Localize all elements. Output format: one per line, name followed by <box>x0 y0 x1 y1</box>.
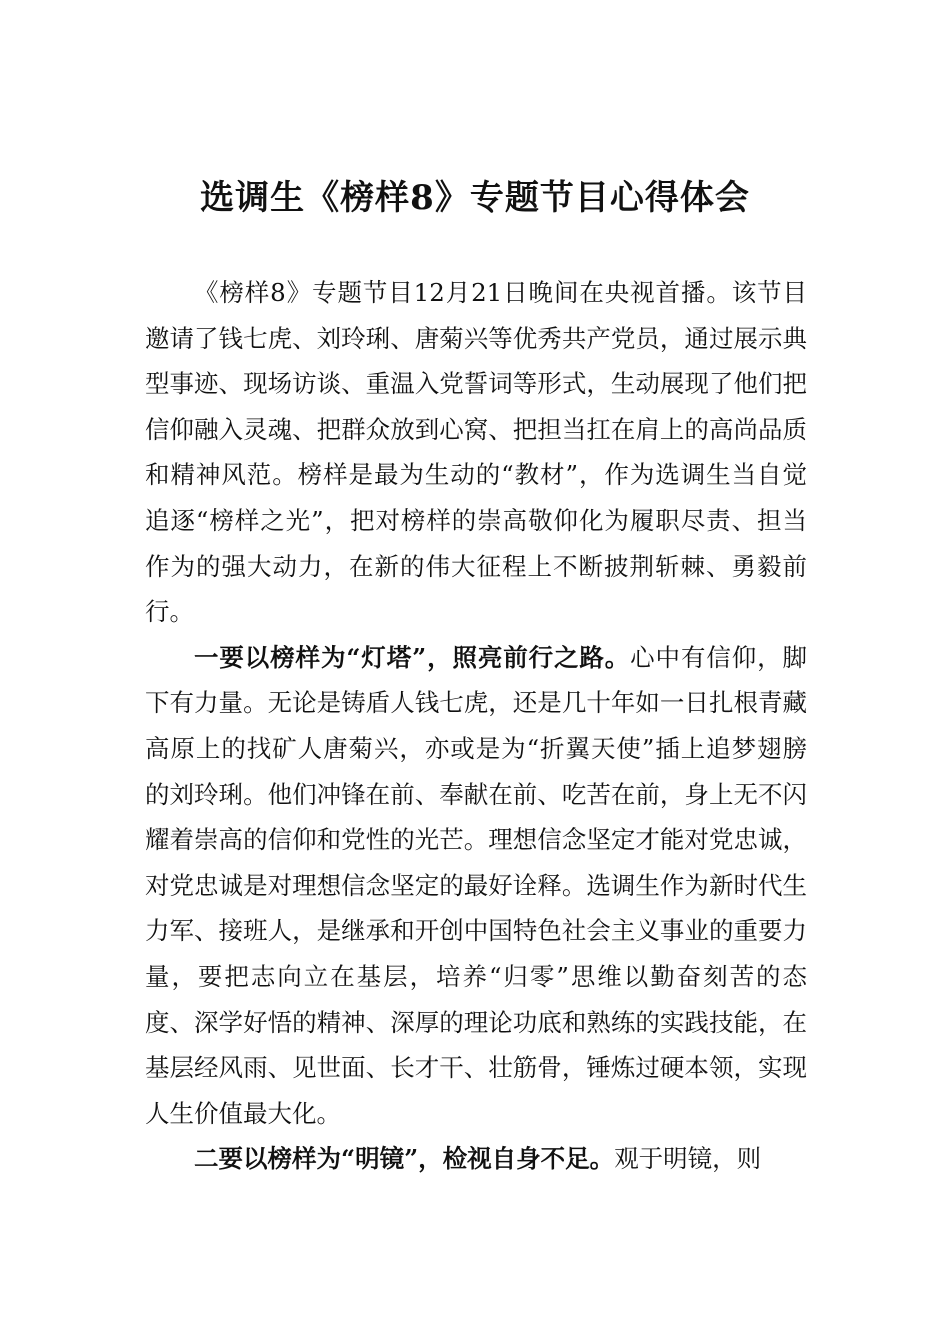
section-1-lead: 一要以榜样为“灯塔”，照亮前行之路。 <box>194 642 631 672</box>
section-2-paragraph <box>145 1136 807 1182</box>
section-2-lead: 二要以榜样为“明镜”，检视自身不足。 <box>194 1144 615 1174</box>
section-2-text: 观于明镜，则 <box>614 1144 762 1174</box>
section-1-paragraph <box>145 635 807 1137</box>
document-title: 选调生《榜样8》专题节目心得体会 <box>200 178 750 218</box>
document-body <box>145 270 807 1182</box>
section-1-text: 心中有信仰，脚下有力量。无论是铸盾人钱七虎，还是几十年如一日扎根青藏高原上的找矿人唐菊兴，亦或是为“折翼天使”插上追梦翅膀的刘玲琍。他们冲锋在前、奉献在前、吃苦在前，身上无不闪耀着崇高的信仰和党性的光芒。理想信念坚定才能对党忠诚，对党忠诚是对理想信念坚定的最好诠释。选调生作为新时代生力军、接班人，是继承和开创中国特色社会主义事业的重要力量，要把志向立在基层，培养“归零”思维以勤奋刻苦的态度、深学好悟的精神、深厚的理论功底和熟练的实践技能，在基层经风雨、见世面、长才干、壮筋骨，锤炼过硬本领，实现人生价值最大化。 <box>145 642 807 1128</box>
intro-paragraph: 《榜样8》专题节目12月21日晚间在央视首播。该节目邀请了钱七虎、刘玲琍、唐菊兴等优秀共产党员，通过展示典型事迹、现场访谈、重温入党誓词等形式，生动展现了他们把信仰融入灵魂、把群众放到心窝、把担当扛在肩上的高尚品质和精神风范。榜样是最为生动的“教材”，作为选调生当自觉追逐“榜样之光”，把对榜样的崇高敬仰化为履职尽责、担当作为的强大动力，在新的伟大征程上不断披荆斩棘、勇毅前行。 <box>145 278 807 627</box>
